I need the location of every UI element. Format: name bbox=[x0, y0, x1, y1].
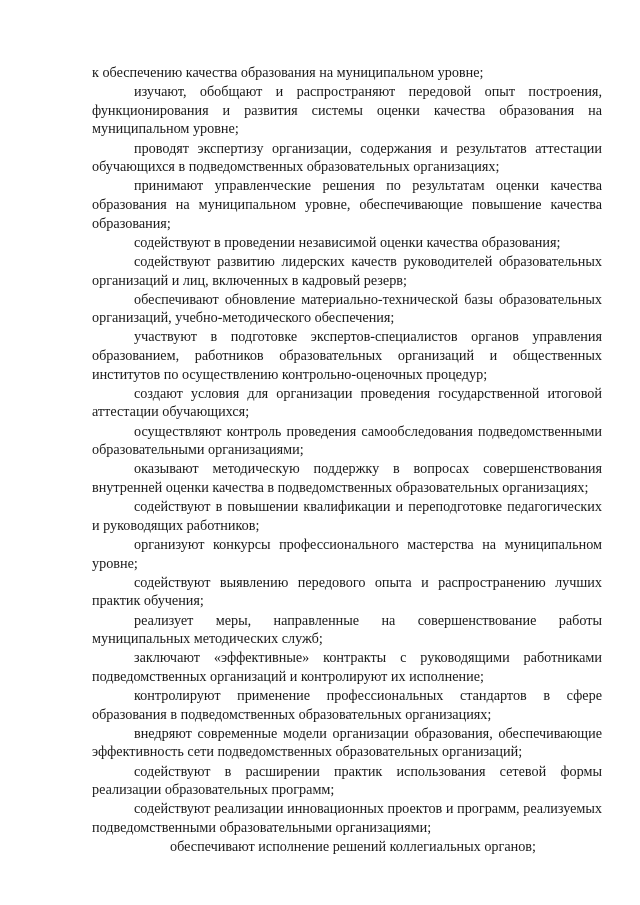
paragraph: содействуют в расширении практик использования сетевой формы реализации образовательных программ; bbox=[92, 763, 602, 799]
paragraph: контролируют применение профессиональных стандартов в сфере образования в подведомственных образовательных организациях; bbox=[92, 688, 602, 723]
paragraph: оказывают методическую поддержку в вопросах совершенствования внутренней оценки качества в подведомственных образовательных организациях; bbox=[92, 461, 602, 496]
paragraph: обеспечивают обновление материально-технической базы образовательных организаций, учебно-методического обеспечения; bbox=[92, 291, 602, 327]
paragraph: к обеспечению качества образования на муниципальном уровне; bbox=[92, 65, 484, 81]
paragraph: принимают управленческие решения по результатам оценки качества образования на муниципальном уровне, обеспечивающие повышение качества образования; bbox=[92, 178, 602, 232]
paragraph: содействуют развитию лидерских качеств руководителей образовательных организаций и лиц, включенных в кадровый резерв; bbox=[92, 253, 602, 289]
paragraph: содействуют в повышении квалификации и переподготовке педагогических и руководящих работников; bbox=[92, 499, 602, 534]
paragraph: осуществляют контроль проведения самообследования подведомственными образовательными организациями; bbox=[92, 423, 602, 459]
paragraph: обеспечивают исполнение решений коллегиальных органов; bbox=[170, 839, 536, 856]
paragraph: внедряют современные модели организации образования, обеспечивающие эффективность сети подведомственных образовательных организаций; bbox=[92, 725, 602, 761]
document-body bbox=[92, 64, 602, 857]
paragraph: участвуют в подготовке экспертов-специалистов органов управления образованием, работников образовательных организаций и общественных институтов по осуществлению контрольно-оценочных процедур; bbox=[92, 329, 602, 383]
paragraph: организуют конкурсы профессионального мастерства на муниципальном уровне; bbox=[92, 536, 602, 572]
paragraph: содействуют реализации инновационных проектов и программ, реализуемых подведомственными образовательными организациями; bbox=[92, 801, 602, 837]
paragraph: изучают, обобщают и распространяют передовой опыт построения, функционирования и развития системы оценки качества образования на муниципальном уровне; bbox=[92, 84, 602, 138]
paragraph: заключают «эффективные» контракты с руководящими работниками подведомственных организаций и контролируют их исполнение; bbox=[92, 650, 602, 685]
paragraph: содействуют в проведении независимой оценки качества образования; bbox=[134, 234, 561, 251]
paragraph: создают условия для организации проведения государственной итоговой аттестации обучающихся; bbox=[92, 385, 602, 421]
paragraph: проводят экспертизу организации, содержания и результатов аттестации обучающихся в подведомственных образовательных организациях; bbox=[92, 140, 602, 176]
paragraph: реализует меры, направленные на совершенствование работы муниципальных методических служб; bbox=[92, 612, 602, 648]
paragraph: содействуют выявлению передового опыта и распространению лучших практик обучения; bbox=[92, 574, 602, 610]
